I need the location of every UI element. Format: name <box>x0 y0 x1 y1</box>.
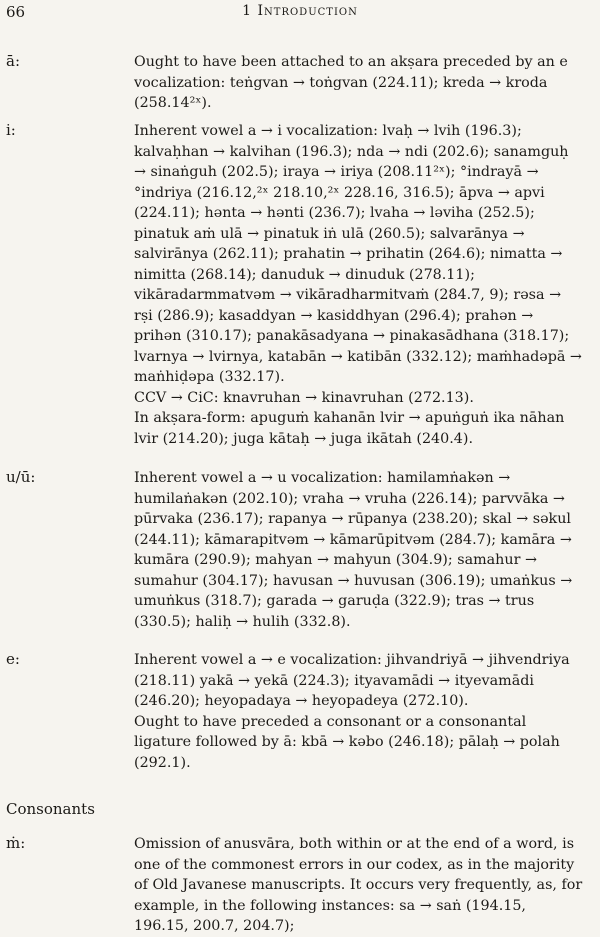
entry-body <box>134 468 584 632</box>
entry-m <box>6 834 584 937</box>
entry-body <box>134 52 584 114</box>
entry-i <box>6 121 584 449</box>
entry-key: u/ū: <box>6 468 36 486</box>
entry-paragraph: Inherent vowel a → u vocalization: hamilamṅakən → humilaṅakən (202.10); vraha → vruha (226.14); parvvāka → pūrvaka (236.17); rapanya → rūpanya (238.20); skal → səkul (244.11); kāmarapitvəm → kāmarūpitvəm (284.7); kamāra → kumāra (290.9); mahyan → mahyun (304.9); samahur → sumahur (304.17); havusan → huvusan (306.19); umaṅkus → umuṅkus (318.7); garada → garuḍa (322.9); tras → trus (330.5); haliḥ → hulih (332.8). <box>134 470 573 630</box>
entry-paragraph: Inherent vowel a → i vocalization: lvaḥ → lvih (196.3); kalvaḥhan → kalvihan (196.3); nda → ndi (202.6); sanamguḥ → sinaṅguh (202.5); iraya → iriya (208.11²ˣ); °indrayā → °indriya (216.12,²ˣ 218.10,²ˣ 228.16, 316.5); āpva → apvi (224.11); hənta → hənti (236.7); lvaha → ləviha (252.5); pinatuk aṁ ulā → pinatuk iṅ ulā (260.5); salvarānya → salvirānya (262.11); prahatin → prihatin (264.6); nimatta → nimitta (268.14); danuduk → dinuduk (278.11); vikāradarmmatvəm → vikāradharmitvaṁ (284.7, 9); rəsa → rṣi (286.9); kasaddyan → kasiddhyan (296.4); prahən → prihən (310.17); panakāsadyana → pinakasādhana (318.17); lvarnya → lvirnya, katabān → katibān (332.12); maṁhadəpā → maṅhiḍəpa (332.17). <box>134 123 582 385</box>
running-head: 1 Introduction <box>242 3 358 19</box>
entry-paragraph: CCV → CiC: knavruhan → kinavruhan (272.13). <box>134 389 474 406</box>
entry-paragraph: Ought to have preceded a consonant or a consonantal ligature followed by ā: kbā → kəbo (246.18); pālaḥ → polah (292.1). <box>134 713 560 771</box>
entry-paragraph: Omission of anusvāra, both within or at the end of a word, is one of the commonest errors in our codex, as in the majority of Old Javanese manuscripts. It occurs very frequently, as, for example, in the following instances: sa → saṅ (194.15, 196.15, 200.7, 204.7); <box>134 836 583 934</box>
entry-e <box>6 650 584 773</box>
entry-a-long <box>6 52 584 114</box>
entry-paragraph: Ought to have been attached to an akṣara preceded by an e vocalization: teṅgvan → toṅgvan (224.11); kreda → kroda (258.14²ˣ). <box>134 54 568 111</box>
page-number: 66 <box>6 3 26 21</box>
entry-key: ā: <box>6 52 20 70</box>
entry-key: i: <box>6 121 16 139</box>
entry-key: ṁ: <box>6 834 26 852</box>
entry-u <box>6 468 584 632</box>
entry-body <box>134 650 584 773</box>
entry-key: e: <box>6 650 20 668</box>
entry-body <box>134 121 584 449</box>
page-header <box>6 0 594 22</box>
entry-paragraph: In akṣara-form: apuguṁ kahanān lvir → apuṅguṅ ika nāhan lvir (214.20); juga kātaḥ → juga ikātah (240.4). <box>134 410 565 447</box>
entry-body <box>134 834 584 937</box>
section-heading: Consonants <box>6 800 95 818</box>
entry-paragraph: Inherent vowel a → e vocalization: jihvandriyā → jihvendriya (218.11) yakā → yekā (224.3); ityavamādi → ityevamādi (246.20); heyopadaya → heyopadeya (272.10). <box>134 652 570 709</box>
